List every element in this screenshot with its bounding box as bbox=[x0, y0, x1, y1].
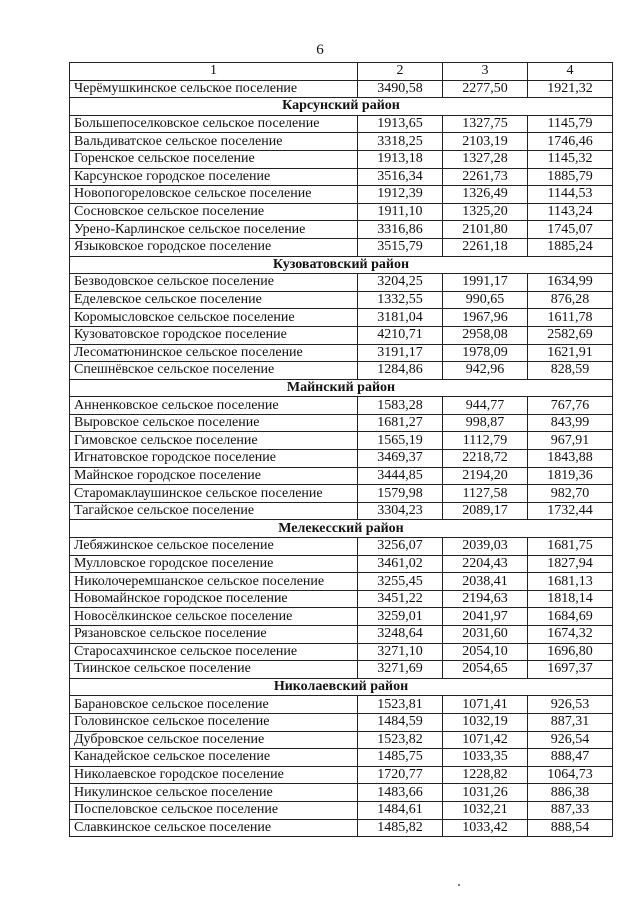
settlement-name: Игнатовское городское поселение bbox=[70, 450, 358, 468]
settlement-name: Рязановское сельское поселение bbox=[70, 626, 358, 644]
value-col-2: 3469,37 bbox=[358, 450, 443, 468]
value-col-2: 3490,58 bbox=[358, 80, 443, 98]
value-col-2: 1681,27 bbox=[358, 414, 443, 432]
table-body bbox=[70, 63, 613, 837]
value-col-3: 2958,08 bbox=[443, 326, 528, 344]
value-col-2: 1913,18 bbox=[358, 150, 443, 168]
settlement-name: Барановское сельское поселение bbox=[70, 696, 358, 714]
value-col-2: 3181,04 bbox=[358, 309, 443, 327]
settlement-name: Никулинское сельское поселение bbox=[70, 784, 358, 802]
value-col-4: 1681,13 bbox=[528, 573, 613, 591]
value-col-2: 3316,86 bbox=[358, 221, 443, 239]
table-row bbox=[70, 801, 613, 819]
table-row bbox=[70, 467, 613, 485]
column-header: 4 bbox=[528, 63, 613, 81]
district-header-row bbox=[70, 520, 613, 538]
value-col-3: 2039,03 bbox=[443, 538, 528, 556]
settlement-name: Лебяжинское сельское поселение bbox=[70, 538, 358, 556]
value-col-4: 828,59 bbox=[528, 362, 613, 380]
value-col-2: 1485,82 bbox=[358, 819, 443, 837]
value-col-3: 2054,10 bbox=[443, 643, 528, 661]
table-row bbox=[70, 608, 613, 626]
table-row bbox=[70, 344, 613, 362]
value-col-3: 2101,80 bbox=[443, 221, 528, 239]
value-col-2: 3461,02 bbox=[358, 555, 443, 573]
table-row bbox=[70, 186, 613, 204]
district-header-row bbox=[70, 98, 613, 116]
settlement-name: Языковское городское поселение bbox=[70, 238, 358, 256]
value-col-4: 1921,32 bbox=[528, 80, 613, 98]
settlement-name: Еделевское сельское поселение bbox=[70, 291, 358, 309]
value-col-3: 1967,96 bbox=[443, 309, 528, 327]
value-col-4: 1885,24 bbox=[528, 238, 613, 256]
value-col-2: 3259,01 bbox=[358, 608, 443, 626]
table-row bbox=[70, 432, 613, 450]
table-row bbox=[70, 150, 613, 168]
column-header: 3 bbox=[443, 63, 528, 81]
value-col-2: 3191,17 bbox=[358, 344, 443, 362]
value-col-3: 990,65 bbox=[443, 291, 528, 309]
value-col-2: 1913,65 bbox=[358, 115, 443, 133]
value-col-3: 1991,17 bbox=[443, 274, 528, 292]
value-col-3: 1112,79 bbox=[443, 432, 528, 450]
table-row bbox=[70, 626, 613, 644]
column-header: 2 bbox=[358, 63, 443, 81]
settlement-name: Кузоватовское городское поселение bbox=[70, 326, 358, 344]
value-col-4: 1827,94 bbox=[528, 555, 613, 573]
value-col-4: 1145,32 bbox=[528, 150, 613, 168]
table-row bbox=[70, 80, 613, 98]
settlement-name: Гимовское сельское поселение bbox=[70, 432, 358, 450]
value-col-2: 1484,61 bbox=[358, 801, 443, 819]
settlement-name: Николаевское городское поселение bbox=[70, 766, 358, 784]
table-row bbox=[70, 133, 613, 151]
value-col-2: 1485,75 bbox=[358, 749, 443, 767]
value-col-4: 1746,46 bbox=[528, 133, 613, 151]
table-row bbox=[70, 326, 613, 344]
scan-speck bbox=[458, 884, 460, 886]
value-col-3: 2204,43 bbox=[443, 555, 528, 573]
settlement-name: Новомайнское городское поселение bbox=[70, 590, 358, 608]
district-header-row bbox=[70, 256, 613, 274]
value-col-4: 1819,36 bbox=[528, 467, 613, 485]
value-col-4: 1681,75 bbox=[528, 538, 613, 556]
value-col-3: 2041,97 bbox=[443, 608, 528, 626]
value-col-4: 876,28 bbox=[528, 291, 613, 309]
value-col-2: 1332,55 bbox=[358, 291, 443, 309]
value-col-2: 3271,10 bbox=[358, 643, 443, 661]
settlement-name: Горенское сельское поселение bbox=[70, 150, 358, 168]
table-row bbox=[70, 168, 613, 186]
value-col-3: 1071,42 bbox=[443, 731, 528, 749]
page-number: 6 bbox=[316, 42, 324, 58]
district-title: Мелекесский район bbox=[70, 520, 613, 538]
table-row bbox=[70, 696, 613, 714]
value-col-4: 1611,78 bbox=[528, 309, 613, 327]
settlement-name: Головинское сельское поселение bbox=[70, 713, 358, 731]
settlement-name: Старосахчинское сельское поселение bbox=[70, 643, 358, 661]
value-col-3: 2089,17 bbox=[443, 502, 528, 520]
table-row bbox=[70, 450, 613, 468]
value-col-2: 3516,34 bbox=[358, 168, 443, 186]
value-col-3: 2194,63 bbox=[443, 590, 528, 608]
value-col-3: 1228,82 bbox=[443, 766, 528, 784]
value-col-3: 944,77 bbox=[443, 397, 528, 415]
table-row bbox=[70, 485, 613, 503]
value-col-4: 1674,32 bbox=[528, 626, 613, 644]
district-title: Майнский район bbox=[70, 379, 613, 397]
column-number-row bbox=[70, 63, 613, 81]
value-col-2: 1484,59 bbox=[358, 713, 443, 731]
value-col-4: 1634,99 bbox=[528, 274, 613, 292]
value-col-3: 1031,26 bbox=[443, 784, 528, 802]
table-row bbox=[70, 784, 613, 802]
value-col-2: 3515,79 bbox=[358, 238, 443, 256]
table-row bbox=[70, 731, 613, 749]
value-col-3: 998,87 bbox=[443, 414, 528, 432]
value-col-4: 1885,79 bbox=[528, 168, 613, 186]
value-col-4: 1696,80 bbox=[528, 643, 613, 661]
value-col-3: 2277,50 bbox=[443, 80, 528, 98]
value-col-2: 3444,85 bbox=[358, 467, 443, 485]
value-col-3: 1327,75 bbox=[443, 115, 528, 133]
value-col-3: 2261,18 bbox=[443, 238, 528, 256]
value-col-4: 888,47 bbox=[528, 749, 613, 767]
value-col-4: 887,31 bbox=[528, 713, 613, 731]
value-col-2: 1523,82 bbox=[358, 731, 443, 749]
value-col-4: 982,70 bbox=[528, 485, 613, 503]
district-title: Николаевский район bbox=[70, 678, 613, 696]
settlement-name: Урено-Карлинское сельское поселение bbox=[70, 221, 358, 239]
settlement-name: Поспеловское сельское поселение bbox=[70, 801, 358, 819]
table-row bbox=[70, 590, 613, 608]
value-col-4: 767,76 bbox=[528, 397, 613, 415]
value-col-3: 1032,21 bbox=[443, 801, 528, 819]
value-col-2: 3248,64 bbox=[358, 626, 443, 644]
table-row bbox=[70, 115, 613, 133]
settlement-name: Коромысловское сельское поселение bbox=[70, 309, 358, 327]
settlement-name: Карсунское городское поселение bbox=[70, 168, 358, 186]
value-col-2: 4210,71 bbox=[358, 326, 443, 344]
district-header-row bbox=[70, 379, 613, 397]
settlement-name: Новосёлкинское сельское поселение bbox=[70, 608, 358, 626]
value-col-2: 3256,07 bbox=[358, 538, 443, 556]
settlement-name: Спешнёвское сельское поселение bbox=[70, 362, 358, 380]
table-row bbox=[70, 414, 613, 432]
district-header-row bbox=[70, 678, 613, 696]
value-col-4: 926,53 bbox=[528, 696, 613, 714]
value-col-4: 1818,14 bbox=[528, 590, 613, 608]
table-row bbox=[70, 274, 613, 292]
table-row bbox=[70, 362, 613, 380]
value-col-4: 1684,69 bbox=[528, 608, 613, 626]
settlement-name: Дубровское сельское поселение bbox=[70, 731, 358, 749]
settlement-name: Новопогореловское сельское поселение bbox=[70, 186, 358, 204]
table-row bbox=[70, 397, 613, 415]
value-col-4: 1732,44 bbox=[528, 502, 613, 520]
value-col-3: 2218,72 bbox=[443, 450, 528, 468]
settlement-name: Канадейское сельское поселение bbox=[70, 749, 358, 767]
value-col-2: 1523,81 bbox=[358, 696, 443, 714]
value-col-4: 888,54 bbox=[528, 819, 613, 837]
table-row bbox=[70, 502, 613, 520]
table-row bbox=[70, 713, 613, 731]
value-col-4: 843,99 bbox=[528, 414, 613, 432]
value-col-2: 1483,66 bbox=[358, 784, 443, 802]
table-row bbox=[70, 538, 613, 556]
settlement-name: Вальдиватское сельское поселение bbox=[70, 133, 358, 151]
value-col-2: 3271,69 bbox=[358, 661, 443, 679]
table-row bbox=[70, 555, 613, 573]
value-col-4: 1745,07 bbox=[528, 221, 613, 239]
settlement-name: Тиинское сельское поселение bbox=[70, 661, 358, 679]
value-col-4: 1843,88 bbox=[528, 450, 613, 468]
value-col-3: 1033,35 bbox=[443, 749, 528, 767]
value-col-3: 1978,09 bbox=[443, 344, 528, 362]
value-col-4: 1697,37 bbox=[528, 661, 613, 679]
value-col-3: 1325,20 bbox=[443, 203, 528, 221]
value-col-3: 1032,19 bbox=[443, 713, 528, 731]
district-title: Кузоватовский район bbox=[70, 256, 613, 274]
value-col-4: 926,54 bbox=[528, 731, 613, 749]
value-col-2: 3451,22 bbox=[358, 590, 443, 608]
settlement-name: Тагайское сельское поселение bbox=[70, 502, 358, 520]
table-row bbox=[70, 291, 613, 309]
value-col-4: 1145,79 bbox=[528, 115, 613, 133]
value-col-4: 2582,69 bbox=[528, 326, 613, 344]
value-col-3: 2054,65 bbox=[443, 661, 528, 679]
value-col-2: 3255,45 bbox=[358, 573, 443, 591]
table-row bbox=[70, 309, 613, 327]
value-col-4: 887,33 bbox=[528, 801, 613, 819]
value-col-3: 1033,42 bbox=[443, 819, 528, 837]
value-col-2: 1583,28 bbox=[358, 397, 443, 415]
settlement-name: Выровское сельское поселение bbox=[70, 414, 358, 432]
value-col-3: 1326,49 bbox=[443, 186, 528, 204]
value-col-2: 1565,19 bbox=[358, 432, 443, 450]
value-col-3: 2103,19 bbox=[443, 133, 528, 151]
value-col-3: 1071,41 bbox=[443, 696, 528, 714]
settlement-name: Майнское городское поселение bbox=[70, 467, 358, 485]
value-col-2: 3304,23 bbox=[358, 502, 443, 520]
value-col-4: 886,38 bbox=[528, 784, 613, 802]
value-col-3: 942,96 bbox=[443, 362, 528, 380]
value-col-4: 967,91 bbox=[528, 432, 613, 450]
table-row bbox=[70, 203, 613, 221]
settlement-name: Мулловское городское поселение bbox=[70, 555, 358, 573]
table-row bbox=[70, 766, 613, 784]
value-col-3: 1327,28 bbox=[443, 150, 528, 168]
value-col-4: 1621,91 bbox=[528, 344, 613, 362]
value-col-3: 2031,60 bbox=[443, 626, 528, 644]
value-col-3: 2261,73 bbox=[443, 168, 528, 186]
settlement-name: Анненковское сельское поселение bbox=[70, 397, 358, 415]
table-row bbox=[70, 221, 613, 239]
value-col-3: 2038,41 bbox=[443, 573, 528, 591]
table-row bbox=[70, 749, 613, 767]
value-col-2: 1911,10 bbox=[358, 203, 443, 221]
settlement-name: Большепоселковское сельское поселение bbox=[70, 115, 358, 133]
table-row bbox=[70, 643, 613, 661]
value-col-3: 1127,58 bbox=[443, 485, 528, 503]
district-title: Карсунский район bbox=[70, 98, 613, 116]
value-col-4: 1064,73 bbox=[528, 766, 613, 784]
settlement-name: Безводовское сельское поселение bbox=[70, 274, 358, 292]
value-col-2: 1284,86 bbox=[358, 362, 443, 380]
settlement-name: Лесоматюнинское сельское поселение bbox=[70, 344, 358, 362]
settlement-name: Старомаклаушинское сельское поселение bbox=[70, 485, 358, 503]
table-row bbox=[70, 238, 613, 256]
column-header: 1 bbox=[70, 63, 358, 81]
value-col-4: 1144,53 bbox=[528, 186, 613, 204]
settlement-name: Черёмушкинское сельское поселение bbox=[70, 80, 358, 98]
value-col-3: 2194,20 bbox=[443, 467, 528, 485]
value-col-2: 1579,98 bbox=[358, 485, 443, 503]
table-row bbox=[70, 661, 613, 679]
value-col-2: 1912,39 bbox=[358, 186, 443, 204]
value-col-4: 1143,24 bbox=[528, 203, 613, 221]
settlements-table bbox=[69, 62, 613, 837]
settlement-name: Славкинское сельское поселение bbox=[70, 819, 358, 837]
settlement-name: Сосновское сельское поселение bbox=[70, 203, 358, 221]
value-col-2: 3318,25 bbox=[358, 133, 443, 151]
table-row bbox=[70, 573, 613, 591]
value-col-2: 3204,25 bbox=[358, 274, 443, 292]
settlement-name: Николочеремшанское сельское поселение bbox=[70, 573, 358, 591]
value-col-2: 1720,77 bbox=[358, 766, 443, 784]
table-row bbox=[70, 819, 613, 837]
